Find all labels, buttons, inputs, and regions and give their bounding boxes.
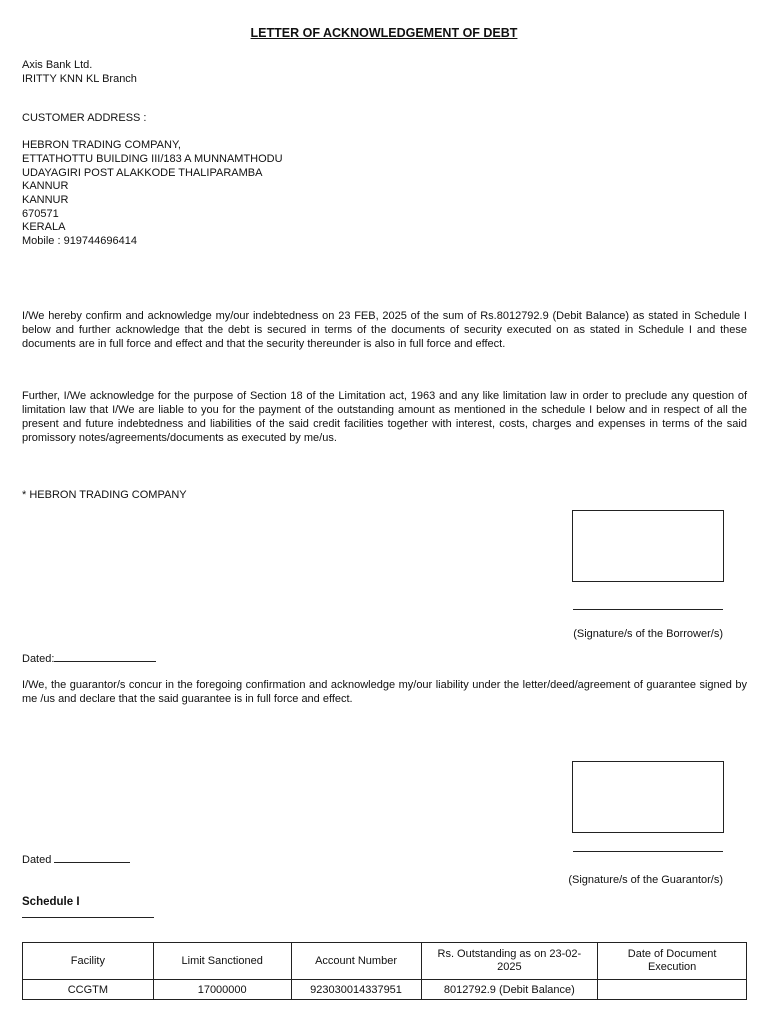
address-line: HEBRON TRADING COMPANY, (22, 139, 181, 151)
cell-limit-sanctioned: 17000000 (153, 980, 291, 1000)
mobile-number: Mobile : 919744696414 (22, 235, 137, 247)
bank-branch: IRITTY KNN KL Branch (22, 73, 137, 85)
limitation-paragraph: Further, I/We acknowledge for the purpose of Section 18 of the Limitation act, 1963 and any like limitation law in order to preclude any question of limitation law that I/We are liable to you for the payment of the outstanding amount as mentioned in the schedule I below and in respect of all the present and future indebtedness and liabilities of the said credit facilities together with interest, costs, charges and expenses in terms of the said promissory notes/agreements/documents as executed by me/us. (22, 390, 747, 444)
dated-blank[interactable] (54, 852, 130, 863)
dated-label: Dated (22, 854, 52, 866)
cell-account-number: 923030014337951 (291, 980, 421, 1000)
header-account-number: Account Number (291, 943, 421, 980)
schedule-underline (22, 917, 154, 918)
borrower-name: * HEBRON TRADING COMPANY (22, 489, 187, 501)
table-header-row (23, 943, 747, 980)
address-line: ETTATHOTTU BUILDING III/183 A MUNNAMTHODU (22, 153, 283, 165)
dated-label: Dated: (22, 653, 55, 665)
borrower-dated (22, 651, 156, 667)
dated-blank[interactable] (54, 651, 156, 662)
guarantor-signature-caption: (Signature/s of the Guarantor/s) (568, 874, 723, 886)
schedule-table (22, 942, 747, 1000)
borrower-signature-line (573, 609, 723, 610)
confirmation-paragraph: I/We hereby confirm and acknowledge my/our indebtedness on 23 FEB, 2025 of the sum of Rs.8012792.9 (Debit Balance) as stated in Schedule I below and further acknowledge that the debt is secured in terms of the documents of security executed on as stated in Schedule I and these documents are in full force and effect and that the security thereunder is also in full force and effect. (22, 310, 747, 350)
document-title: LETTER OF ACKNOWLEDGEMENT OF DEBT (250, 26, 518, 40)
address-line: KERALA (22, 221, 66, 233)
schedule-title: Schedule I (22, 896, 80, 908)
header-date-of-execution: Date of Document Execution (598, 943, 747, 980)
guarantor-signature-box[interactable] (572, 761, 724, 833)
cell-date-of-execution[interactable] (598, 980, 747, 1000)
address-line: KANNUR (22, 194, 69, 206)
header-facility: Facility (23, 943, 154, 980)
guarantor-dated (22, 852, 130, 868)
header-limit-sanctioned: Limit Sanctioned (153, 943, 291, 980)
borrower-signature-caption: (Signature/s of the Borrower/s) (573, 628, 723, 640)
address-line: KANNUR (22, 180, 69, 192)
cell-facility: CCGTM (23, 980, 154, 1000)
guarantor-signature-line (573, 851, 723, 852)
address-line: 670571 (22, 208, 59, 220)
guarantor-paragraph: I/We, the guarantor/s concur in the foregoing confirmation and acknowledge my/our liability under the letter/deed/agreement of guarantee signed by me /us and declare that the said guarantee is in full force and effect. (22, 679, 747, 705)
cell-outstanding: 8012792.9 (Debit Balance) (421, 980, 598, 1000)
bank-name: Axis Bank Ltd. (22, 59, 93, 71)
customer-address-label: CUSTOMER ADDRESS : (22, 112, 147, 124)
address-line: UDAYAGIRI POST ALAKKODE THALIPARAMBA (22, 167, 263, 179)
borrower-signature-box[interactable] (572, 510, 724, 582)
header-outstanding: Rs. Outstanding as on 23-02-2025 (421, 943, 598, 980)
table-row (23, 980, 747, 1000)
